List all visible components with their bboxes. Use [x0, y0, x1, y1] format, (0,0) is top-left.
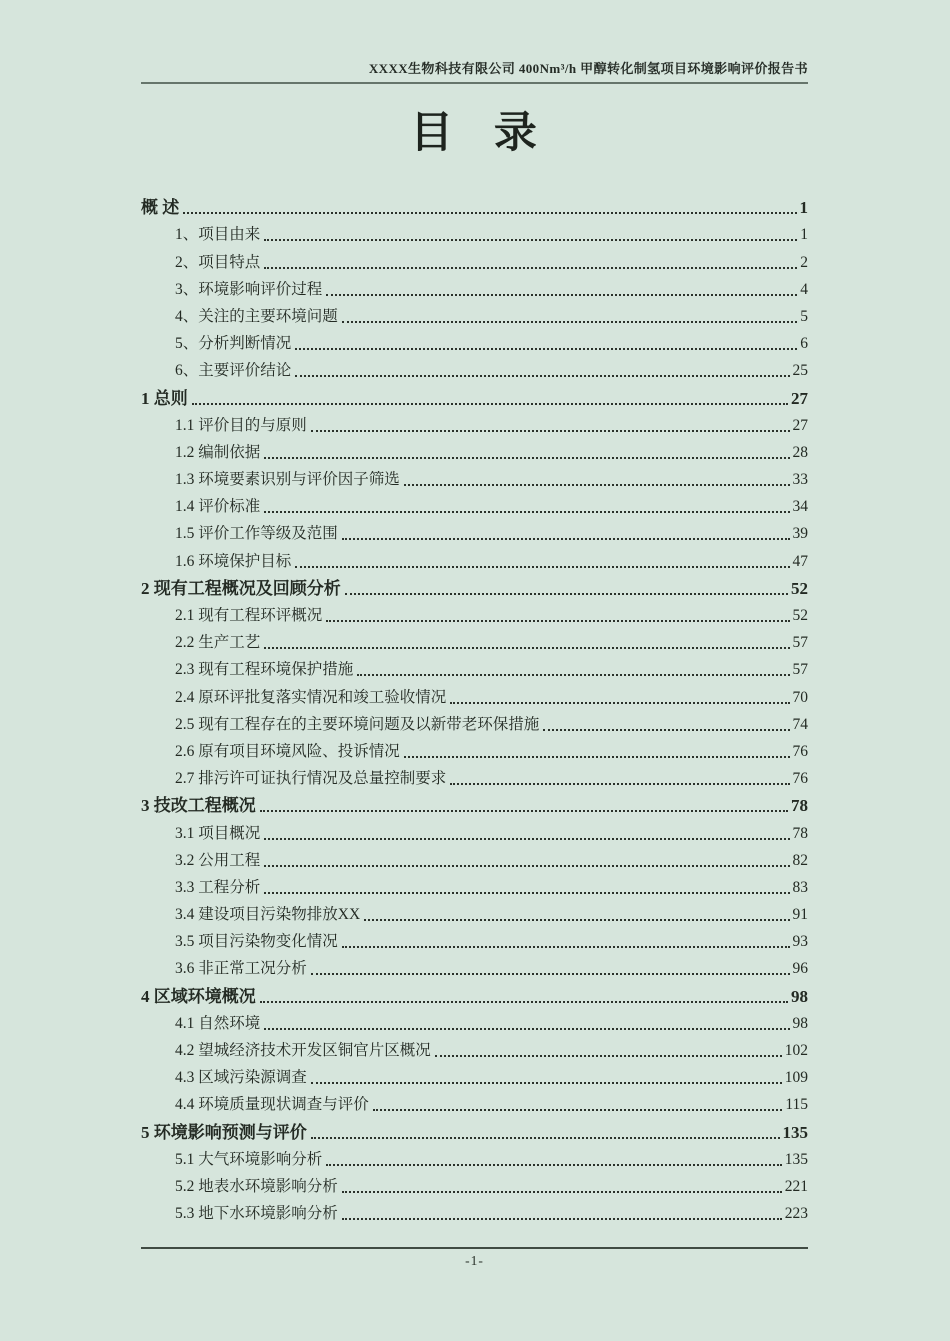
toc-entry	[141, 953, 808, 980]
toc-dot-leader	[264, 838, 789, 840]
toc-entry-label: 3.6 非正常工况分析	[175, 960, 307, 978]
toc-entry	[141, 1144, 808, 1171]
toc-entry	[141, 355, 808, 382]
toc-dot-leader	[404, 756, 790, 758]
toc-entry-page: 109	[784, 1069, 808, 1087]
toc-entry-label: 2.2 生产工艺	[175, 634, 261, 652]
toc-entry-page: 76	[792, 770, 808, 788]
toc-entry-label: 5.3 地下水环境影响分析	[175, 1205, 338, 1223]
toc-entry-label: 5.1 大气环境影响分析	[175, 1150, 323, 1168]
toc-dot-leader	[260, 810, 788, 812]
toc-entry-page: 4	[800, 280, 808, 298]
toc-entry	[141, 518, 808, 545]
toc-entry	[141, 464, 808, 491]
toc-entry-label: 概 述	[141, 198, 180, 218]
toc-dot-leader	[342, 1191, 782, 1193]
toc-entry	[141, 899, 808, 926]
toc-entry-page: 98	[792, 1014, 808, 1032]
page-header	[141, 0, 808, 84]
toc-entry	[141, 219, 808, 246]
toc-dot-leader	[326, 1164, 781, 1166]
toc-entry	[141, 301, 808, 328]
toc-entry	[141, 627, 808, 654]
toc-entry	[141, 817, 808, 844]
toc-entry	[141, 545, 808, 572]
toc-entry	[141, 654, 808, 681]
toc-entry-page: 25	[792, 362, 808, 380]
toc-entry-page: 5	[800, 307, 808, 325]
toc-entry-label: 3.2 公用工程	[175, 851, 261, 869]
toc-dot-leader	[326, 294, 797, 296]
toc-entry	[141, 790, 808, 817]
toc-entry-label: 4.2 望城经济技术开发区铜官片区概况	[175, 1042, 431, 1059]
toc-dot-leader	[264, 239, 797, 241]
toc-entry	[141, 1008, 808, 1035]
toc-entry-label: 1.5 评价工作等级及范围	[175, 525, 338, 543]
page-content	[141, 0, 808, 1269]
toc-dot-leader	[345, 593, 788, 595]
toc-entry-page: 6	[800, 335, 808, 353]
toc-dot-leader	[264, 457, 789, 459]
toc-entry	[141, 926, 808, 953]
toc-entry-label: 2.3 现有工程环境保护措施	[175, 661, 354, 679]
toc-entry	[141, 1089, 808, 1116]
toc-entry-label: 4.1 自然环境	[175, 1014, 261, 1032]
toc-dot-leader	[311, 430, 790, 432]
toc-entry-page: 78	[792, 824, 808, 842]
toc-entry-label: 4.3 区域污染源调查	[175, 1069, 307, 1087]
toc-entry-label: 5.2 地表水环境影响分析	[175, 1177, 338, 1195]
toc-entry-label: 3 技改工程概况	[141, 796, 256, 816]
toc-entry-page: 74	[792, 715, 808, 733]
toc-entry	[141, 980, 808, 1007]
page-number: -1-	[465, 1253, 484, 1269]
toc-entry-page: 47	[792, 552, 808, 570]
toc-entry-page: 52	[791, 578, 808, 598]
header-title: XXXX生物科技有限公司 400Nm³/h 甲醇转化制氢项目环境影响评价报告书	[368, 61, 808, 76]
toc-dot-leader	[404, 484, 790, 486]
toc-dot-leader	[264, 865, 789, 867]
toc-entry-page: 34	[792, 498, 808, 516]
toc-dot-leader	[295, 348, 797, 350]
toc-entry-label: 2.5 现有工程存在的主要环境问题及以新带老环保措施	[175, 715, 540, 733]
toc-entry-label: 4.4 环境质量现状调查与评价	[175, 1096, 369, 1114]
toc-entry-label: 1 总则	[141, 388, 188, 408]
toc-dot-leader	[342, 321, 797, 323]
toc-entry-label: 2 现有工程概况及回顾分析	[141, 578, 341, 598]
toc-entry	[141, 1035, 808, 1062]
toc-entry-page: 57	[792, 661, 808, 679]
toc-dot-leader	[342, 946, 790, 948]
toc-entry	[141, 246, 808, 273]
doc-title: 目 录	[410, 110, 539, 157]
toc-entry	[141, 709, 808, 736]
toc-entry	[141, 763, 808, 790]
toc-entry-label: 1.1 评价目的与原则	[175, 416, 307, 434]
toc-entry-label: 1.6 环境保护目标	[175, 552, 292, 570]
toc-entry-label: 2.7 排污许可证执行情况及总量控制要求	[175, 770, 447, 788]
toc-entry-page: 223	[784, 1205, 808, 1223]
toc-list	[141, 192, 808, 1225]
toc-dot-leader	[311, 1137, 780, 1139]
toc-dot-leader	[264, 892, 789, 894]
toc-entry	[141, 736, 808, 763]
toc-entry-label: 3.4 建设项目污染物排放XX	[175, 906, 361, 924]
toc-entry-page: 57	[792, 634, 808, 652]
toc-entry	[141, 382, 808, 409]
toc-dot-leader	[264, 267, 797, 269]
toc-dot-leader	[357, 674, 789, 676]
toc-entry-label: 5、分析判断情况	[175, 335, 292, 353]
toc-dot-leader	[373, 1109, 783, 1111]
toc-dot-leader	[183, 212, 796, 214]
toc-entry-page: 135	[784, 1150, 808, 1168]
toc-entry-label: 2.6 原有项目环境风险、投诉情况	[175, 742, 400, 760]
toc-dot-leader	[295, 566, 789, 568]
toc-entry-page: 82	[792, 851, 808, 869]
toc-entry-label: 3.3 工程分析	[175, 878, 261, 896]
toc-entry	[141, 410, 808, 437]
toc-entry-page: 76	[792, 742, 808, 760]
toc-entry-page: 2	[800, 253, 808, 271]
toc-entry-label: 2.1 现有工程环评概况	[175, 607, 323, 624]
toc-entry-label: 1.4 评价标准	[175, 498, 261, 516]
toc-entry-page: 135	[782, 1122, 808, 1142]
toc-entry-page: 33	[792, 471, 808, 489]
toc-entry-page: 1	[800, 226, 808, 244]
toc-entry-label: 3.5 项目污染物变化情况	[175, 933, 338, 951]
toc-dot-leader	[450, 783, 789, 785]
toc-entry-page: 115	[785, 1096, 808, 1114]
toc-entry	[141, 845, 808, 872]
toc-entry-page: 28	[792, 443, 808, 461]
toc-entry-page: 98	[791, 986, 808, 1006]
toc-dot-leader	[192, 403, 788, 405]
toc-entry-page: 78	[791, 796, 808, 816]
toc-entry-page: 39	[792, 525, 808, 543]
toc-entry-label: 1.2 编制依据	[175, 443, 261, 461]
toc-entry-page: 83	[792, 878, 808, 896]
toc-dot-leader	[295, 375, 789, 377]
toc-entry	[141, 192, 808, 219]
toc-entry-label: 2.4 原环评批复落实情况和竣工验收情况	[175, 688, 447, 706]
toc-entry	[141, 681, 808, 708]
toc-entry	[141, 491, 808, 518]
toc-entry	[141, 872, 808, 899]
toc-entry-label: 1.3 环境要素识别与评价因子筛选	[175, 471, 400, 489]
toc-entry-label: 6、主要评价结论	[175, 362, 292, 380]
toc-dot-leader	[264, 511, 789, 513]
toc-entry	[141, 274, 808, 301]
toc-entry	[141, 1062, 808, 1089]
toc-dot-leader	[311, 973, 790, 975]
toc-entry-label: 3.1 项目概况	[175, 824, 261, 842]
toc-entry	[141, 437, 808, 464]
toc-dot-leader	[342, 538, 790, 540]
toc-entry	[141, 1198, 808, 1225]
toc-entry-page: 93	[792, 933, 808, 951]
toc-dot-leader	[311, 1082, 782, 1084]
toc-entry-page: 70	[792, 688, 808, 706]
toc-entry-label: 3、环境影响评价过程	[175, 280, 323, 298]
toc-entry-page: 102	[784, 1042, 808, 1059]
toc-entry-page: 96	[792, 960, 808, 978]
toc-dot-leader	[260, 1001, 788, 1003]
toc-entry-label: 4、关注的主要环境问题	[175, 307, 338, 325]
toc-dot-leader	[264, 1028, 789, 1030]
toc-dot-leader	[450, 702, 789, 704]
toc-entry	[141, 600, 808, 627]
toc-entry	[141, 1116, 808, 1143]
toc-dot-leader	[342, 1218, 782, 1220]
toc-dot-leader	[435, 1055, 782, 1057]
toc-entry	[141, 1171, 808, 1198]
toc-dot-leader	[364, 919, 789, 921]
toc-entry-page: 1	[799, 198, 808, 218]
toc-entry-page: 221	[784, 1177, 808, 1195]
toc-entry-label: 1、项目由来	[175, 226, 261, 244]
toc-entry-label: 4 区域环境概况	[141, 986, 256, 1006]
toc-dot-leader	[326, 620, 789, 622]
toc-entry-label: 2、项目特点	[175, 253, 261, 271]
toc-entry-label: 5 环境影响预测与评价	[141, 1122, 307, 1142]
toc-entry-page: 91	[792, 906, 808, 924]
toc-entry	[141, 573, 808, 600]
toc-entry	[141, 328, 808, 355]
toc-dot-leader	[264, 647, 789, 649]
page-footer	[141, 1247, 808, 1269]
toc-entry-page: 27	[792, 416, 808, 434]
toc-entry-page: 27	[791, 388, 808, 408]
toc-entry-page: 52	[792, 607, 808, 624]
toc-dot-leader	[543, 729, 789, 731]
